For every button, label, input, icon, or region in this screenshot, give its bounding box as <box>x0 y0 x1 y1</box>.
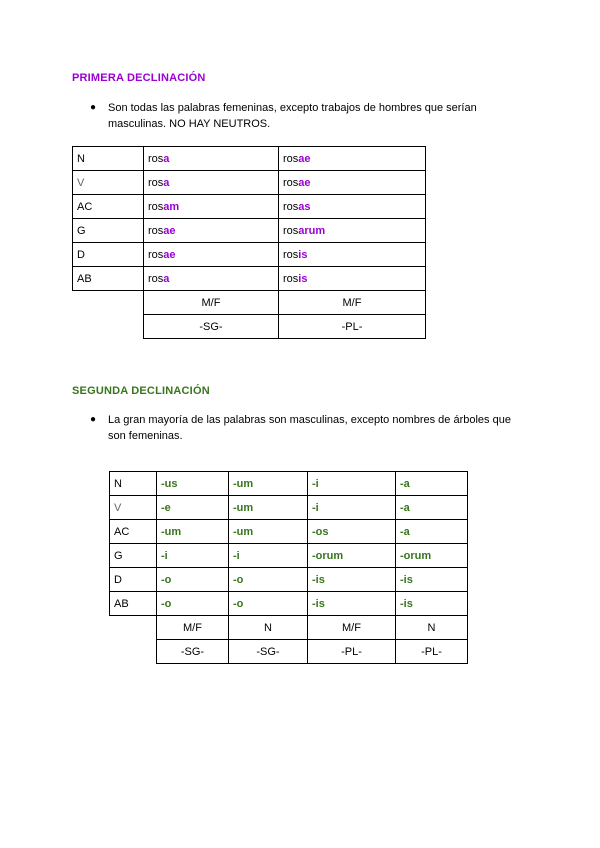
ending-cell: -i <box>157 544 229 568</box>
case-label: AB <box>110 592 157 616</box>
table-row <box>73 267 426 291</box>
word-ending: ae <box>298 176 311 189</box>
word-stem: ros <box>148 176 164 189</box>
table-footer-row <box>110 640 468 664</box>
gender-label: N <box>229 616 308 640</box>
case-label: AC <box>73 195 144 219</box>
ending-cell: -o <box>157 592 229 616</box>
singular-form <box>144 243 279 267</box>
singular-form <box>144 195 279 219</box>
ending-cell: -i <box>308 472 396 496</box>
table-row <box>110 544 468 568</box>
gender-label: M/F <box>279 291 426 315</box>
plural-form <box>279 195 426 219</box>
table-row <box>110 496 468 520</box>
singular-form <box>144 147 279 171</box>
section-heading-primera: PRIMERA DECLINACIÓN <box>72 72 206 84</box>
word-stem: ros <box>283 176 299 189</box>
number-label: -SG- <box>144 315 279 339</box>
empty-cell <box>110 640 157 664</box>
ending-cell: -um <box>229 472 308 496</box>
ending-cell: -um <box>157 520 229 544</box>
case-label: V <box>73 171 144 195</box>
word-ending: is <box>298 248 308 261</box>
ending-cell: -e <box>157 496 229 520</box>
table-row <box>73 243 426 267</box>
table-footer-row <box>73 291 426 315</box>
table-row <box>110 592 468 616</box>
case-label: AC <box>110 520 157 544</box>
word-stem: ros <box>148 200 164 213</box>
ending-cell: -o <box>157 568 229 592</box>
plural-form <box>279 267 426 291</box>
table-row <box>73 219 426 243</box>
table-row <box>110 520 468 544</box>
bullet-item <box>90 412 530 444</box>
bullet-dot-icon: ● <box>90 102 97 113</box>
word-ending: ae <box>298 152 311 165</box>
ending-cell: -o <box>229 592 308 616</box>
case-label: AB <box>73 267 144 291</box>
ending-cell: -a <box>396 472 468 496</box>
table-row <box>73 171 426 195</box>
word-stem: ros <box>283 272 299 285</box>
word-stem: ros <box>148 224 164 237</box>
word-ending: ae <box>163 248 176 261</box>
gender-label: M/F <box>144 291 279 315</box>
ending-cell: -orum <box>308 544 396 568</box>
ending-cell: -um <box>229 496 308 520</box>
table-row <box>110 472 468 496</box>
number-label: -SG- <box>229 640 308 664</box>
number-label: -PL- <box>308 640 396 664</box>
ending-cell: -i <box>229 544 308 568</box>
gender-label: M/F <box>308 616 396 640</box>
singular-form <box>144 267 279 291</box>
case-label: N <box>73 147 144 171</box>
gender-label: M/F <box>157 616 229 640</box>
word-stem: ros <box>283 224 299 237</box>
declension-table-primera <box>72 146 426 339</box>
word-ending: as <box>298 200 311 213</box>
ending-cell: -is <box>308 592 396 616</box>
case-label: D <box>110 568 157 592</box>
bullet-dot-icon: ● <box>90 414 97 425</box>
plural-form <box>279 171 426 195</box>
table-row <box>73 195 426 219</box>
word-ending: a <box>163 152 170 165</box>
word-stem: ros <box>148 272 164 285</box>
ending-cell: -is <box>396 568 468 592</box>
word-stem: ros <box>148 248 164 261</box>
ending-cell: -is <box>396 592 468 616</box>
word-stem: ros <box>283 152 299 165</box>
word-ending: am <box>163 200 180 213</box>
empty-cell <box>73 315 144 339</box>
ending-cell: -o <box>229 568 308 592</box>
case-label: G <box>73 219 144 243</box>
word-ending: is <box>298 272 308 285</box>
empty-cell <box>110 616 157 640</box>
word-stem: ros <box>148 152 164 165</box>
empty-cell <box>73 291 144 315</box>
table-row <box>110 568 468 592</box>
gender-label: N <box>396 616 468 640</box>
plural-form <box>279 243 426 267</box>
ending-cell: -is <box>308 568 396 592</box>
singular-form <box>144 219 279 243</box>
ending-cell: -a <box>396 496 468 520</box>
word-ending: a <box>163 272 170 285</box>
number-label: -SG- <box>157 640 229 664</box>
word-ending: ae <box>163 224 176 237</box>
case-label: D <box>73 243 144 267</box>
bullet-text: Son todas las palabras femeninas, excepto trabajos de hombres que serían masculinas. NO HAY NEUTROS. <box>108 102 477 130</box>
ending-cell: -orum <box>396 544 468 568</box>
case-label: G <box>110 544 157 568</box>
word-ending: a <box>163 176 170 189</box>
plural-form <box>279 219 426 243</box>
number-label: -PL- <box>279 315 426 339</box>
case-label: V <box>110 496 157 520</box>
word-stem: ros <box>283 200 299 213</box>
bullet-item <box>90 100 530 132</box>
ending-cell: -os <box>308 520 396 544</box>
declension-table-segunda <box>109 471 468 664</box>
table-footer-row <box>73 315 426 339</box>
word-stem: ros <box>283 248 299 261</box>
ending-cell: -a <box>396 520 468 544</box>
case-label: N <box>110 472 157 496</box>
bullet-text: La gran mayoría de las palabras son masculinas, excepto nombres de árboles que son femeninas. <box>108 414 511 442</box>
ending-cell: -us <box>157 472 229 496</box>
plural-form <box>279 147 426 171</box>
section-heading-segunda: SEGUNDA DECLINACIÓN <box>72 385 210 397</box>
singular-form <box>144 171 279 195</box>
number-label: -PL- <box>396 640 468 664</box>
ending-cell: -um <box>229 520 308 544</box>
ending-cell: -i <box>308 496 396 520</box>
table-footer-row <box>110 616 468 640</box>
word-ending: arum <box>298 224 326 237</box>
table-row <box>73 147 426 171</box>
